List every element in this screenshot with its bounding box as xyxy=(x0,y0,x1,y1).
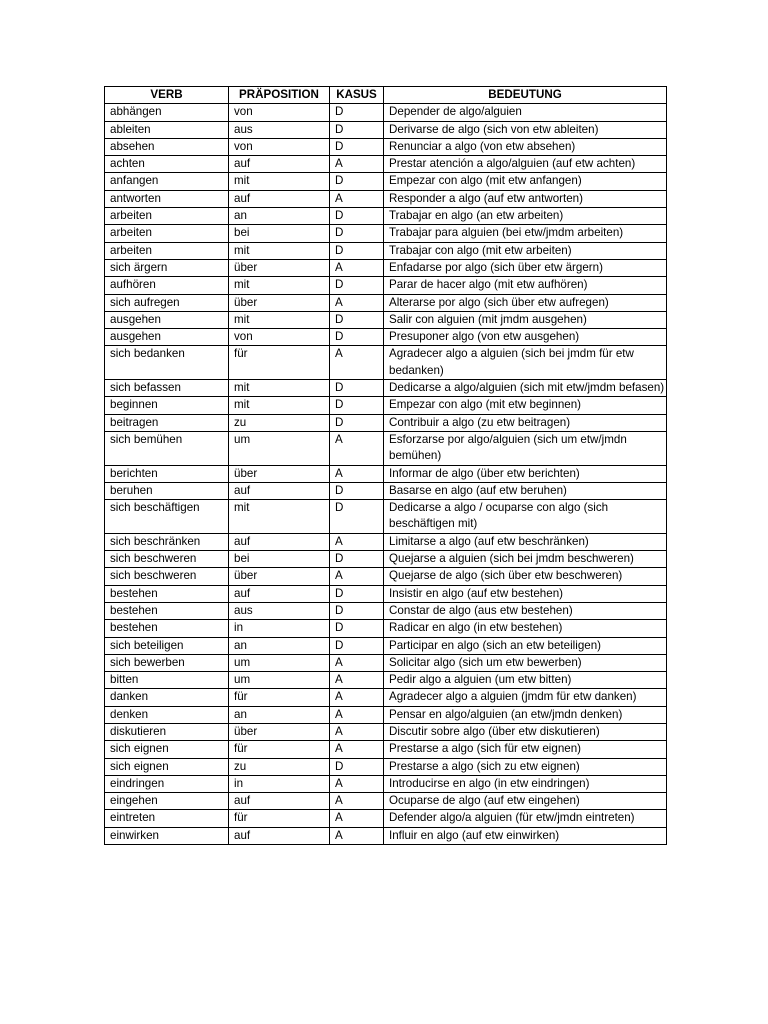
table-row xyxy=(105,482,667,499)
table-row xyxy=(105,637,667,654)
cell-bedeutung: Solicitar algo (sich um etw bewerben) xyxy=(384,654,667,671)
table-row xyxy=(105,602,667,619)
cell-kasus: D xyxy=(330,414,384,431)
cell-kasus: D xyxy=(330,585,384,602)
cell-kasus: D xyxy=(330,329,384,346)
table-body xyxy=(105,104,667,845)
cell-praeposition: mit xyxy=(229,311,330,328)
cell-verb: bestehen xyxy=(105,602,229,619)
cell-bedeutung: Quejarse de algo (sich über etw beschweren) xyxy=(384,568,667,585)
verb-preposition-table xyxy=(104,86,667,845)
cell-bedeutung: Limitarse a algo (auf etw beschränken) xyxy=(384,533,667,550)
table-row xyxy=(105,259,667,276)
table-row xyxy=(105,551,667,568)
cell-kasus: D xyxy=(330,208,384,225)
cell-praeposition: um xyxy=(229,672,330,689)
cell-verb: einwirken xyxy=(105,827,229,844)
table-row xyxy=(105,190,667,207)
cell-bedeutung: Esforzarse por algo/alguien (sich um etw/jmdn bemühen) xyxy=(384,431,667,465)
cell-bedeutung: Trabajar para alguien (bei etw/jmdm arbeiten) xyxy=(384,225,667,242)
cell-kasus: A xyxy=(330,431,384,465)
cell-kasus: D xyxy=(330,277,384,294)
cell-kasus: A xyxy=(330,465,384,482)
cell-praeposition: über xyxy=(229,465,330,482)
table-row xyxy=(105,810,667,827)
cell-kasus: A xyxy=(330,706,384,723)
cell-kasus: D xyxy=(330,121,384,138)
cell-verb: arbeiten xyxy=(105,242,229,259)
table-row xyxy=(105,138,667,155)
cell-bedeutung: Empezar con algo (mit etw anfangen) xyxy=(384,173,667,190)
cell-verb: absehen xyxy=(105,138,229,155)
cell-verb: sich aufregen xyxy=(105,294,229,311)
cell-praeposition: von xyxy=(229,329,330,346)
cell-bedeutung: Responder a algo (auf etw antworten) xyxy=(384,190,667,207)
cell-bedeutung: Ocuparse de algo (auf etw eingehen) xyxy=(384,793,667,810)
cell-bedeutung: Depender de algo/alguien xyxy=(384,104,667,121)
table-row xyxy=(105,620,667,637)
table-row xyxy=(105,173,667,190)
table-row xyxy=(105,380,667,397)
cell-praeposition: mit xyxy=(229,500,330,534)
cell-verb: ausgehen xyxy=(105,311,229,328)
cell-bedeutung: Prestar atención a algo/alguien (auf etw achten) xyxy=(384,156,667,173)
cell-bedeutung: Informar de algo (über etw berichten) xyxy=(384,465,667,482)
cell-kasus: A xyxy=(330,346,384,380)
cell-verb: arbeiten xyxy=(105,225,229,242)
cell-bedeutung: Trabajar en algo (an etw arbeiten) xyxy=(384,208,667,225)
cell-kasus: A xyxy=(330,190,384,207)
header-praeposition: PRÄPOSITION xyxy=(229,87,330,104)
cell-bedeutung: Contribuir a algo (zu etw beitragen) xyxy=(384,414,667,431)
cell-kasus: A xyxy=(330,741,384,758)
cell-bedeutung: Presuponer algo (von etw ausgehen) xyxy=(384,329,667,346)
cell-praeposition: mit xyxy=(229,397,330,414)
cell-praeposition: auf xyxy=(229,533,330,550)
cell-bedeutung: Pensar en algo/alguien (an etw/jmdn denken) xyxy=(384,706,667,723)
cell-kasus: D xyxy=(330,397,384,414)
cell-verb: sich beschränken xyxy=(105,533,229,550)
cell-bedeutung: Parar de hacer algo (mit etw aufhören) xyxy=(384,277,667,294)
table-row xyxy=(105,585,667,602)
cell-verb: sich bewerben xyxy=(105,654,229,671)
table-row xyxy=(105,311,667,328)
cell-bedeutung: Participar en algo (sich an etw beteiligen) xyxy=(384,637,667,654)
cell-praeposition: zu xyxy=(229,414,330,431)
cell-kasus: D xyxy=(330,758,384,775)
cell-kasus: D xyxy=(330,242,384,259)
cell-verb: sich beteiligen xyxy=(105,637,229,654)
cell-bedeutung: Pedir algo a alguien (um etw bitten) xyxy=(384,672,667,689)
table-row xyxy=(105,741,667,758)
cell-bedeutung: Quejarse a alguien (sich bei jmdm beschweren) xyxy=(384,551,667,568)
cell-praeposition: von xyxy=(229,104,330,121)
cell-kasus: D xyxy=(330,602,384,619)
cell-praeposition: über xyxy=(229,259,330,276)
cell-kasus: A xyxy=(330,294,384,311)
header-bedeutung: BEDEUTUNG xyxy=(384,87,667,104)
cell-verb: beruhen xyxy=(105,482,229,499)
header-kasus: KASUS xyxy=(330,87,384,104)
cell-verb: berichten xyxy=(105,465,229,482)
cell-praeposition: um xyxy=(229,431,330,465)
table-row xyxy=(105,414,667,431)
table-row xyxy=(105,500,667,534)
cell-verb: sich ärgern xyxy=(105,259,229,276)
cell-praeposition: für xyxy=(229,689,330,706)
table-row xyxy=(105,827,667,844)
cell-verb: sich bemühen xyxy=(105,431,229,465)
cell-verb: antworten xyxy=(105,190,229,207)
table-row xyxy=(105,568,667,585)
cell-bedeutung: Prestarse a algo (sich zu etw eignen) xyxy=(384,758,667,775)
cell-praeposition: um xyxy=(229,654,330,671)
cell-bedeutung: Constar de algo (aus etw bestehen) xyxy=(384,602,667,619)
cell-praeposition: für xyxy=(229,810,330,827)
cell-bedeutung: Empezar con algo (mit etw beginnen) xyxy=(384,397,667,414)
cell-kasus: D xyxy=(330,620,384,637)
cell-kasus: D xyxy=(330,500,384,534)
cell-verb: abhängen xyxy=(105,104,229,121)
cell-verb: sich beschweren xyxy=(105,551,229,568)
cell-verb: beitragen xyxy=(105,414,229,431)
cell-kasus: A xyxy=(330,775,384,792)
cell-praeposition: in xyxy=(229,775,330,792)
cell-kasus: D xyxy=(330,311,384,328)
table-row xyxy=(105,672,667,689)
cell-verb: sich eignen xyxy=(105,758,229,775)
cell-verb: danken xyxy=(105,689,229,706)
cell-kasus: A xyxy=(330,793,384,810)
cell-kasus: D xyxy=(330,138,384,155)
cell-bedeutung: Radicar en algo (in etw bestehen) xyxy=(384,620,667,637)
cell-praeposition: in xyxy=(229,620,330,637)
cell-praeposition: über xyxy=(229,568,330,585)
table-row xyxy=(105,208,667,225)
cell-praeposition: bei xyxy=(229,225,330,242)
cell-praeposition: mit xyxy=(229,277,330,294)
cell-verb: ausgehen xyxy=(105,329,229,346)
cell-kasus: A xyxy=(330,568,384,585)
cell-bedeutung: Basarse en algo (auf etw beruhen) xyxy=(384,482,667,499)
cell-praeposition: für xyxy=(229,346,330,380)
cell-praeposition: an xyxy=(229,208,330,225)
cell-kasus: A xyxy=(330,654,384,671)
table-row xyxy=(105,225,667,242)
cell-verb: sich beschäftigen xyxy=(105,500,229,534)
cell-kasus: A xyxy=(330,156,384,173)
table-row xyxy=(105,533,667,550)
cell-kasus: D xyxy=(330,482,384,499)
cell-kasus: D xyxy=(330,104,384,121)
cell-bedeutung: Trabajar con algo (mit etw arbeiten) xyxy=(384,242,667,259)
cell-bedeutung: Dedicarse a algo/alguien (sich mit etw/jmdm befasen) xyxy=(384,380,667,397)
cell-verb: arbeiten xyxy=(105,208,229,225)
cell-kasus: D xyxy=(330,637,384,654)
cell-praeposition: für xyxy=(229,741,330,758)
cell-praeposition: mit xyxy=(229,173,330,190)
cell-praeposition: mit xyxy=(229,380,330,397)
cell-bedeutung: Introducirse en algo (in etw eindringen) xyxy=(384,775,667,792)
cell-bedeutung: Enfadarse por algo (sich über etw ärgern) xyxy=(384,259,667,276)
table-row xyxy=(105,706,667,723)
cell-bedeutung: Insistir en algo (auf etw bestehen) xyxy=(384,585,667,602)
cell-verb: eintreten xyxy=(105,810,229,827)
cell-verb: eingehen xyxy=(105,793,229,810)
cell-praeposition: zu xyxy=(229,758,330,775)
cell-bedeutung: Alterarse por algo (sich über etw aufregen) xyxy=(384,294,667,311)
cell-verb: bestehen xyxy=(105,620,229,637)
table-header-row xyxy=(105,87,667,104)
table-row xyxy=(105,277,667,294)
cell-bedeutung: Salir con alguien (mit jmdm ausgehen) xyxy=(384,311,667,328)
cell-kasus: A xyxy=(330,827,384,844)
cell-verb: sich eignen xyxy=(105,741,229,758)
cell-verb: bitten xyxy=(105,672,229,689)
cell-bedeutung: Renunciar a algo (von etw absehen) xyxy=(384,138,667,155)
table-row xyxy=(105,775,667,792)
cell-praeposition: mit xyxy=(229,242,330,259)
cell-verb: sich bedanken xyxy=(105,346,229,380)
cell-verb: beginnen xyxy=(105,397,229,414)
document-page xyxy=(104,86,666,845)
table-row xyxy=(105,397,667,414)
table-row xyxy=(105,758,667,775)
table-row xyxy=(105,793,667,810)
cell-bedeutung: Influir en algo (auf etw einwirken) xyxy=(384,827,667,844)
cell-kasus: A xyxy=(330,689,384,706)
cell-kasus: A xyxy=(330,672,384,689)
cell-kasus: A xyxy=(330,723,384,740)
cell-verb: diskutieren xyxy=(105,723,229,740)
table-row xyxy=(105,431,667,465)
cell-verb: anfangen xyxy=(105,173,229,190)
table-row xyxy=(105,242,667,259)
cell-bedeutung: Defender algo/a alguien (für etw/jmdn eintreten) xyxy=(384,810,667,827)
table-row xyxy=(105,156,667,173)
cell-verb: eindringen xyxy=(105,775,229,792)
header-verb: VERB xyxy=(105,87,229,104)
cell-bedeutung: Discutir sobre algo (über etw diskutieren) xyxy=(384,723,667,740)
cell-praeposition: bei xyxy=(229,551,330,568)
cell-praeposition: über xyxy=(229,294,330,311)
cell-praeposition: über xyxy=(229,723,330,740)
cell-verb: achten xyxy=(105,156,229,173)
cell-bedeutung: Agradecer algo a alguien (jmdm für etw danken) xyxy=(384,689,667,706)
cell-praeposition: an xyxy=(229,706,330,723)
cell-praeposition: von xyxy=(229,138,330,155)
cell-praeposition: auf xyxy=(229,156,330,173)
cell-bedeutung: Dedicarse a algo / ocuparse con algo (sich beschäftigen mit) xyxy=(384,500,667,534)
cell-praeposition: auf xyxy=(229,793,330,810)
cell-bedeutung: Agradecer algo a alguien (sich bei jmdm für etw bedanken) xyxy=(384,346,667,380)
table-row xyxy=(105,294,667,311)
cell-praeposition: auf xyxy=(229,190,330,207)
cell-kasus: A xyxy=(330,810,384,827)
cell-kasus: D xyxy=(330,225,384,242)
table-row xyxy=(105,689,667,706)
cell-praeposition: auf xyxy=(229,482,330,499)
cell-kasus: A xyxy=(330,259,384,276)
cell-kasus: A xyxy=(330,533,384,550)
cell-praeposition: aus xyxy=(229,121,330,138)
cell-kasus: D xyxy=(330,380,384,397)
cell-praeposition: auf xyxy=(229,827,330,844)
cell-verb: bestehen xyxy=(105,585,229,602)
cell-verb: sich beschweren xyxy=(105,568,229,585)
table-row xyxy=(105,346,667,380)
cell-bedeutung: Derivarse de algo (sich von etw ableiten) xyxy=(384,121,667,138)
cell-verb: sich befassen xyxy=(105,380,229,397)
table-row xyxy=(105,104,667,121)
table-row xyxy=(105,121,667,138)
cell-praeposition: auf xyxy=(229,585,330,602)
cell-verb: ableiten xyxy=(105,121,229,138)
cell-verb: aufhören xyxy=(105,277,229,294)
cell-praeposition: aus xyxy=(229,602,330,619)
cell-bedeutung: Prestarse a algo (sich für etw eignen) xyxy=(384,741,667,758)
cell-verb: denken xyxy=(105,706,229,723)
table-row xyxy=(105,654,667,671)
table-row xyxy=(105,329,667,346)
cell-praeposition: an xyxy=(229,637,330,654)
table-row xyxy=(105,723,667,740)
cell-kasus: D xyxy=(330,173,384,190)
table-row xyxy=(105,465,667,482)
cell-kasus: D xyxy=(330,551,384,568)
